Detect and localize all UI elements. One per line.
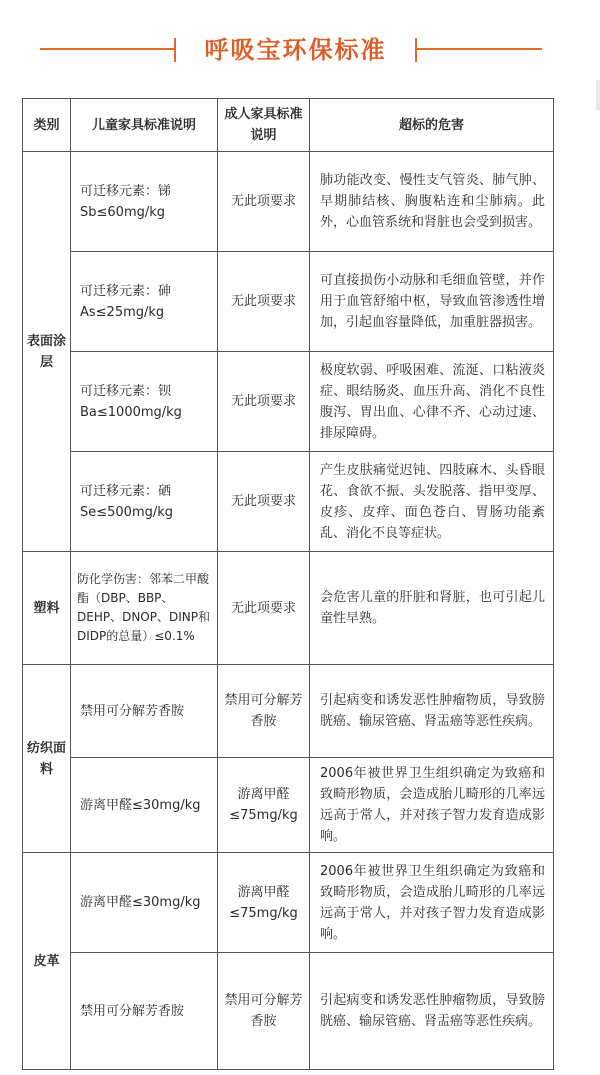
- harm-cell: 产生皮肤痛觉迟钝、四肢麻木、头昏眼花、食欲不振、头发脱落、指甲变厚、皮疹、皮痒、面色苍白、胃肠功能紊乱、消化不良等症状。: [310, 452, 554, 552]
- harm-cell: 引起病变和诱发恶性肿瘤物质，导致膀胱癌、输尿管癌、肾盂癌等恶性疾病。: [310, 665, 554, 758]
- adult-standard-cell: 无此项要求: [218, 352, 310, 452]
- child-standard-cell: 游离甲醛≤30mg/kg: [71, 853, 218, 953]
- page-title: 呼吸宝环保标准: [204, 36, 387, 64]
- title-bar: [0, 0, 600, 100]
- header-child: 儿童家具标准说明: [71, 99, 218, 152]
- table-row: [23, 853, 554, 953]
- child-standard-cell: 禁用可分解芳香胺: [71, 953, 218, 1070]
- table-header-row: [23, 99, 554, 152]
- title-tick-right: [415, 38, 417, 62]
- adult-standard-cell: 禁用可分解芳香胺: [218, 665, 310, 758]
- header-category: 类别: [23, 99, 71, 152]
- table-row: [23, 552, 554, 665]
- category-textile: 纺织面料: [23, 665, 71, 853]
- standards-table: [22, 98, 554, 1070]
- header-adult: 成人家具标准说明: [218, 99, 310, 152]
- adult-standard-cell: 无此项要求: [218, 452, 310, 552]
- table-row: [23, 665, 554, 758]
- child-standard-cell: 防化学伤害：邻苯二甲酸酯（DBP、BBP、DEHP、DNOP、DINP和DIDP的总量）≤0.1%: [71, 552, 218, 665]
- harm-cell: 2006年被世界卫生组织确定为致癌和致畸形物质，会造成胎儿畸形的几率远远高于常人，并对孩子智力发育造成影响。: [310, 853, 554, 953]
- harm-cell: 2006年被世界卫生组织确定为致癌和致畸形物质，会造成胎儿畸形的几率远远高于常人，并对孩子智力发育造成影响。: [310, 758, 554, 853]
- harm-cell: 肺功能改变、慢性支气管炎、肺气肿、早期肺结核、胸腹粘连和尘肺病。此外，心血管系统和肾脏也会受到损害。: [310, 152, 554, 252]
- table-row: [23, 452, 554, 552]
- title-rule-right: [417, 48, 542, 50]
- child-standard-cell: 可迁移元素：砷As≤25mg/kg: [71, 252, 218, 352]
- table-row: [23, 152, 554, 252]
- category-coating: 表面涂层: [23, 152, 71, 552]
- adult-standard-cell: 无此项要求: [218, 252, 310, 352]
- harm-cell: 引起病变和诱发恶性肿瘤物质，导致膀胱癌、输尿管癌、肾盂癌等恶性疾病。: [310, 953, 554, 1070]
- table-row: [23, 953, 554, 1070]
- category-plastic: 塑料: [23, 552, 71, 665]
- child-standard-cell: 可迁移元素：钡Ba≤1000mg/kg: [71, 352, 218, 452]
- adult-standard-cell: 游离甲醛≤75mg/kg: [218, 853, 310, 953]
- header-harm: 超标的危害: [310, 99, 554, 152]
- table-row: [23, 352, 554, 452]
- table-row: [23, 758, 554, 853]
- adult-standard-cell: 游离甲醛≤75mg/kg: [218, 758, 310, 853]
- adult-standard-cell: 无此项要求: [218, 152, 310, 252]
- adult-standard-cell: 无此项要求: [218, 552, 310, 665]
- child-standard-cell: 游离甲醛≤30mg/kg: [71, 758, 218, 853]
- harm-cell: 可直接损伤小动脉和毛细血管壁，并作用于血管舒缩中枢，导致血管渗透性增加，引起血容量降低，加重脏器损害。: [310, 252, 554, 352]
- harm-cell: 会危害儿童的肝脏和肾脏，也可引起儿童性早熟。: [310, 552, 554, 665]
- title-rule-left: [40, 48, 175, 50]
- harm-cell: 极度软弱、呼吸困难、流涎、口粘液炎症、眼结肠炎、血压升高、消化不良性腹泻、胃出血、心律不齐、心动过速、排尿障碍。: [310, 352, 554, 452]
- child-standard-cell: 禁用可分解芳香胺: [71, 665, 218, 758]
- child-standard-cell: 可迁移元素：锑Sb≤60mg/kg: [71, 152, 218, 252]
- category-leather: 皮革: [23, 853, 71, 1070]
- adult-standard-cell: 禁用可分解芳香胺: [218, 953, 310, 1070]
- edge-mark: [596, 80, 600, 110]
- table-row: [23, 252, 554, 352]
- child-standard-cell: 可迁移元素：硒Se≤500mg/kg: [71, 452, 218, 552]
